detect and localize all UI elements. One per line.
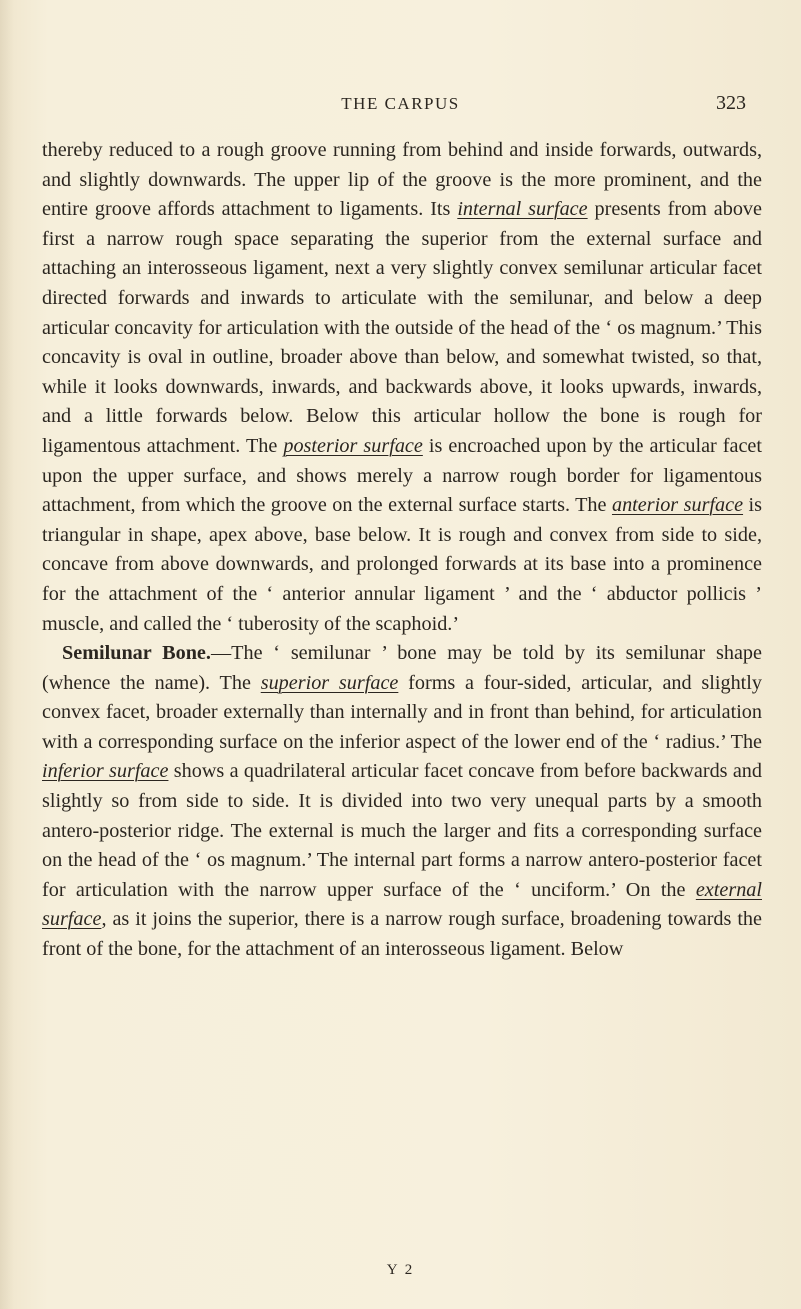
text-run: is encroached upon by the articular facet upon the upper surface, and shows merely a narrow rough border for ligamentous attachment, from which the groove on the external surface starts. The <box>42 434 762 517</box>
signature-mark: Y 2 <box>386 1262 415 1278</box>
paragraph-semilunar-bone <box>42 639 762 965</box>
term-internal-surface: internal surface <box>457 198 588 221</box>
text-run: forms a four-sided, articular, and slightly convex facet, broader externally than internally and in front than behind, for articulation with a corresponding surface on the inferior aspect of the lower end of the ‘ radius.’ The <box>42 671 762 753</box>
term-superior-surface: superior surface <box>260 671 399 694</box>
text-run: —The ‘ semilunar ’ bone may be told by its semilunar shape (whence the name). The <box>42 642 762 694</box>
text-run: , as it joins the superior, there is a narrow rough surface, broadening towards the front of the bone, for the attachment of an interosseous ligament. Below <box>42 908 762 961</box>
text-run: is triangular in shape, apex above, base below. It is rough and convex from side to side, concave from above downwards, and prolonged forwards at its base into a prominence for the attachment of the ‘ anterior annular ligament ’ and the ‘ abductor pollicis ’ muscle, and called the ‘ tuberosity of the scaphoid.’ <box>42 494 762 635</box>
paragraph-scaphoid-continued <box>42 136 762 639</box>
term-external-surface: external surface <box>42 878 762 931</box>
term-anterior-surface: anterior surface <box>611 494 744 517</box>
running-head <box>0 92 801 116</box>
term-inferior-surface: inferior surface <box>42 760 169 783</box>
text-run: shows a quadrilateral articular facet concave from before backwards and slightly so from side to side. It is divided into two very unequal parts by a smooth antero-posterior ridge. The external is much the larger and fits a corresponding surface on the head of the ‘ os magnum.’ The internal part forms a narrow antero-posterior facet for articulation with the narrow upper surface of the ‘ unciform.’ On the <box>42 760 762 901</box>
text-run: presents from above first a narrow rough space separating the superior from the external surface and attaching an interosseous ligament, next a very slightly convex semilunar articular facet directed forwards and inwards to articulate with the semilunar, and below a deep articular concavity for articulation with the outside of the head of the ‘ os magnum.’ This concavity is oval in outline, broader above than below, and somewhat twisted, so that, while it looks downwards, inwards, and backwards above, it looks upwards, inwards, and a little forwards below. Below this articular hollow the bone is rough for ligamentous attachment. The <box>42 198 762 457</box>
term-posterior-surface: posterior surface <box>283 434 423 457</box>
text-run: thereby reduced to a rough groove running from behind and inside forwards, outwards, and slightly downwards. The upper lip of the groove is the more prominent, and the entire groove affords attachment to ligaments. Its <box>42 139 762 221</box>
running-title: THE CARPUS <box>341 94 460 113</box>
section-heading-semilunar-bone: Semilunar Bone. <box>62 642 211 665</box>
page-number: 323 <box>716 92 746 114</box>
body-text <box>42 136 762 965</box>
